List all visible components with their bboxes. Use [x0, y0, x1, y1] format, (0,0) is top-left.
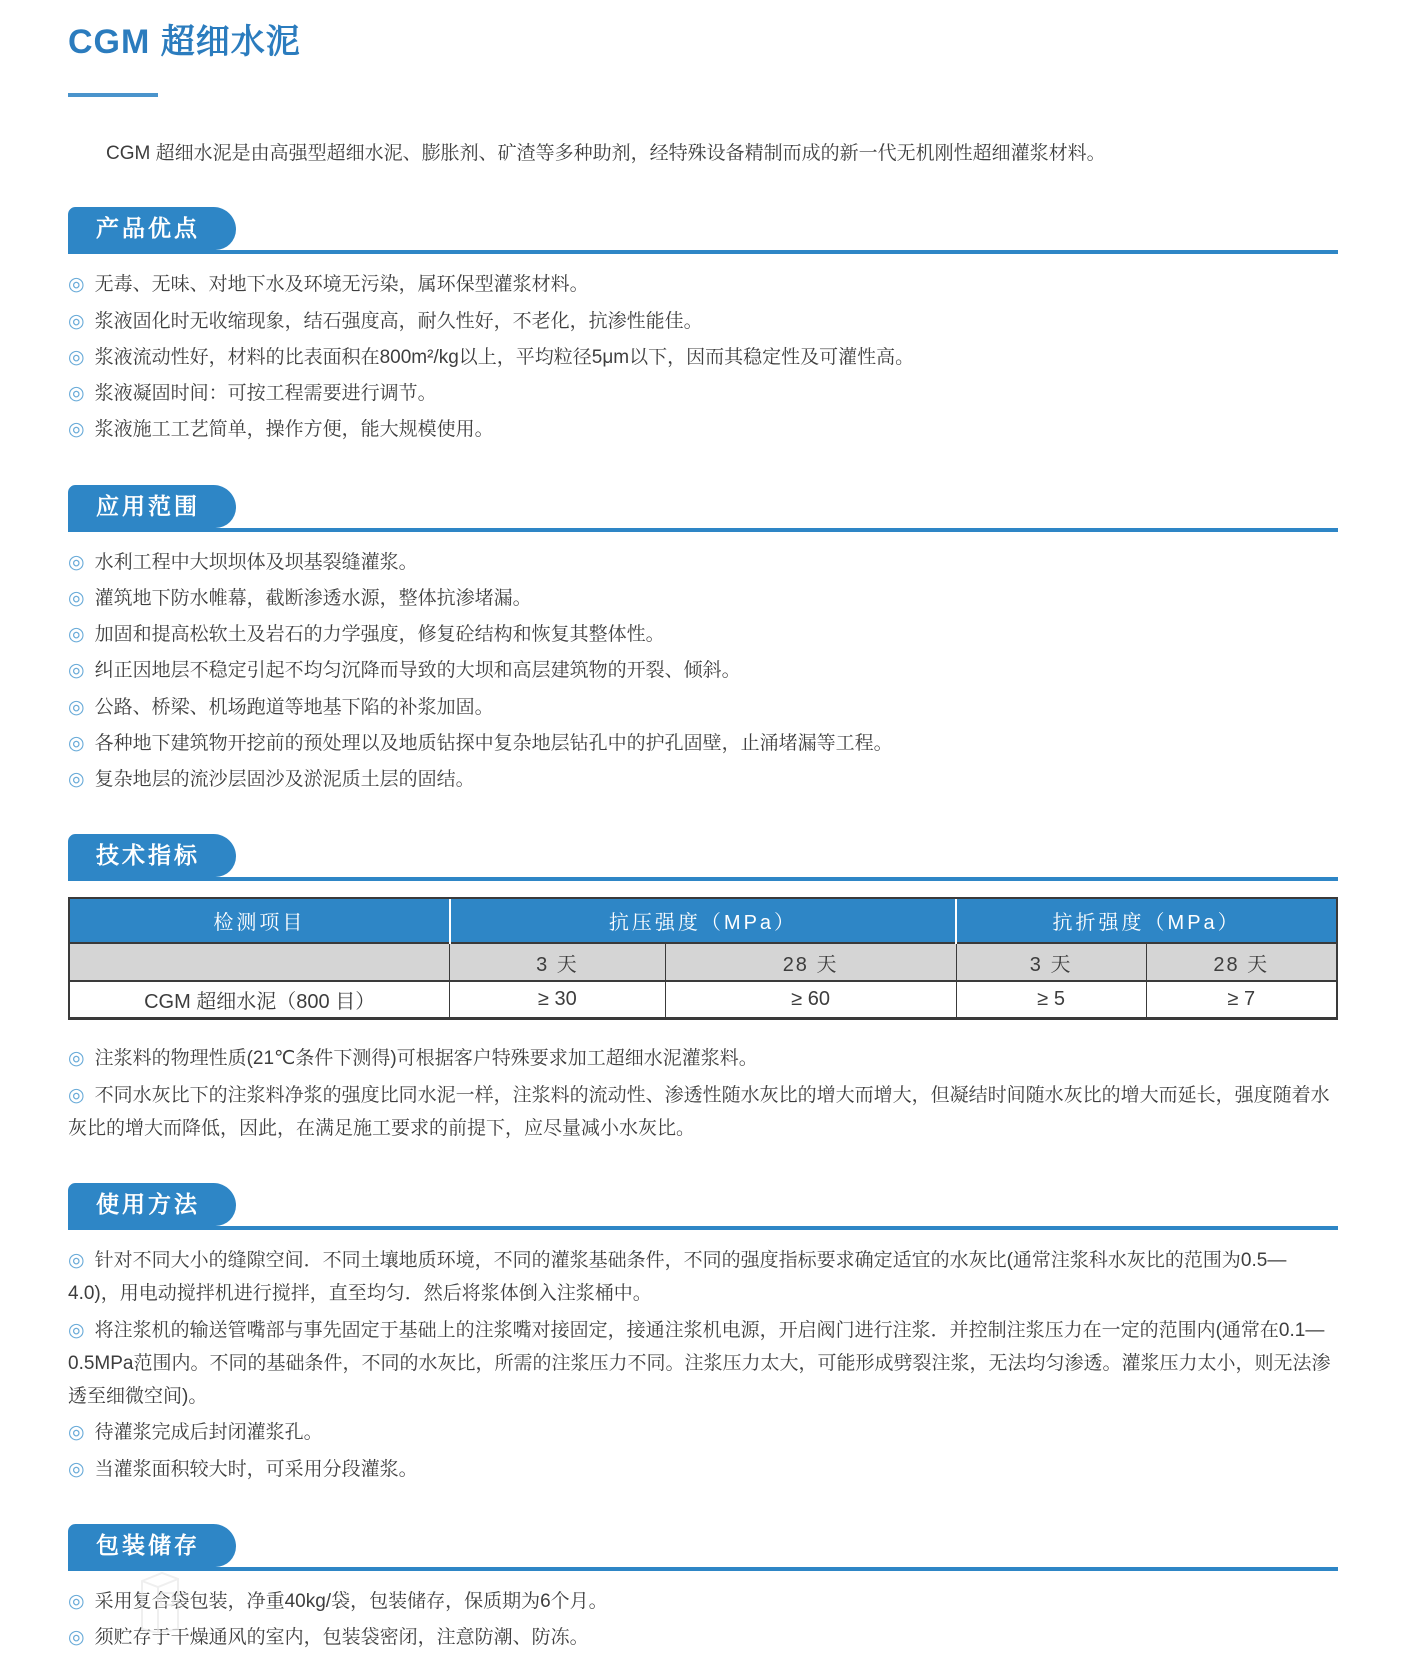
list-item	[68, 727, 1338, 760]
list-item	[68, 546, 1338, 579]
list-item-text: 待灌浆完成后封闭灌浆孔。	[94, 1422, 323, 1444]
section-applications	[68, 485, 1338, 797]
double-circle-bullet-icon: ◎	[68, 1458, 85, 1480]
list-item-text: 无毒、无味、对地下水及环境无污染，属环保型灌浆材料。	[94, 274, 589, 296]
column-header-test-item: 检测项目	[70, 899, 450, 943]
table-row	[70, 981, 1336, 1018]
double-circle-bullet-icon: ◎	[68, 1627, 85, 1649]
list-item-text: 注浆料的物理性质(21℃条件下测得)可根据客户特殊要求加工超细水泥灌浆料。	[94, 1048, 758, 1070]
section-tab-specs: 技术指标	[68, 834, 236, 877]
list-item-text: 浆液固化时无收缩现象，结石强度高，耐久性好，不老化，抗渗性能佳。	[94, 310, 703, 332]
list-item	[68, 763, 1338, 796]
list-item	[68, 1621, 1338, 1654]
section-packaging	[68, 1524, 1338, 1654]
list-item-text: 水利工程中大坝坝体及坝基裂缝灌浆。	[94, 551, 418, 573]
cement-bag-watermark-icon	[128, 1569, 186, 1638]
value-cell: ≥ 60	[665, 981, 956, 1018]
section-tab-packaging: 包装储存	[68, 1524, 236, 1567]
double-circle-bullet-icon: ◎	[68, 732, 85, 754]
packaging-list	[68, 1585, 1338, 1654]
list-item-text: 不同水灰比下的注浆料净浆的强度比同水泥一样，注浆料的流动性、渗透性随水灰比的增大而增大，但凝结时间随水灰比的增大而延长，强度随着水灰比的增大而降低，因此，在满足施工要求的前提下，应尽量减小水灰比。	[68, 1084, 1330, 1139]
list-item	[68, 654, 1338, 687]
list-item-text: 纠正因地层不稳定引起不均匀沉降而导致的大坝和高层建筑物的开裂、倾斜。	[94, 660, 741, 682]
double-circle-bullet-icon: ◎	[68, 696, 85, 718]
subheader-3d: 3 天	[956, 943, 1146, 981]
list-item-text: 针对不同大小的缝隙空间．不同土壤地质环境，不同的灌浆基础条件，不同的强度指标要求确定适宜的水灰比(通常注浆科水灰比的范围为0.5—4.0)，用电动搅拌机进行搅拌，直至均匀．然后将浆体倒入注浆桶中。	[68, 1250, 1287, 1305]
subheader-28d: 28 天	[665, 943, 956, 981]
list-item	[68, 1416, 1338, 1449]
advantages-list	[68, 268, 1338, 446]
double-circle-bullet-icon: ◎	[68, 383, 85, 405]
list-item	[68, 268, 1338, 301]
double-circle-bullet-icon: ◎	[68, 769, 85, 791]
section-tab-applications: 应用范围	[68, 485, 236, 528]
list-item-text: 灌筑地下防水帷幕，截断渗透水源，整体抗渗堵漏。	[94, 587, 532, 609]
double-circle-bullet-icon: ◎	[68, 1048, 85, 1070]
list-item	[68, 582, 1338, 615]
list-item-text: 浆液施工工艺简单，操作方便，能大规模使用。	[94, 419, 494, 441]
double-circle-bullet-icon: ◎	[68, 587, 85, 609]
value-cell: ≥ 5	[956, 981, 1146, 1018]
double-circle-bullet-icon: ◎	[68, 310, 85, 332]
section-header	[68, 1524, 1338, 1571]
table-subheader-row	[70, 943, 1336, 981]
list-item-text: 将注浆机的输送管嘴部与事先固定于基础上的注浆嘴对接固定，接通注浆机电源，开启阀门进行注浆．并控制注浆压力在一定的范围内(通常在0.1—0.5MPa范围内。不同的基础条件，不同的水灰比，所需的注浆压力不同。注浆压力太大，可能形成劈裂注浆，无法均匀渗透。灌浆压力太小，则无法渗透至细微空间)。	[68, 1319, 1331, 1408]
page-title: CGM 超细水泥	[68, 23, 301, 61]
list-item-text: 加固和提高松软土及岩石的力学强度，修复砼结构和恢复其整体性。	[94, 624, 665, 646]
section-header	[68, 485, 1338, 532]
list-item	[68, 413, 1338, 446]
list-item	[68, 691, 1338, 724]
specs-table-wrapper	[68, 897, 1338, 1020]
double-circle-bullet-icon: ◎	[68, 624, 85, 646]
section-specs	[68, 834, 1338, 1145]
list-item	[68, 305, 1338, 338]
list-item-text: 须贮存于干燥通风的室内，包装袋密闭，注意防潮、防冻。	[94, 1627, 589, 1649]
table-header-row	[70, 899, 1336, 943]
double-circle-bullet-icon: ◎	[68, 1590, 85, 1612]
list-item-text: 采用复合袋包装，净重40kg/袋，包装储存，保质期为6个月。	[94, 1590, 608, 1612]
section-header	[68, 834, 1338, 881]
list-item-text: 浆液流动性好，材料的比表面积在800m²/kg以上，平均粒径5μm以下，因而其稳定性及可灌性高。	[94, 346, 915, 368]
double-circle-bullet-icon: ◎	[68, 660, 85, 682]
double-circle-bullet-icon: ◎	[68, 346, 85, 368]
usage-list	[68, 1244, 1338, 1486]
list-item	[68, 1244, 1338, 1311]
list-item	[68, 1585, 1338, 1618]
value-cell: ≥ 30	[450, 981, 665, 1018]
value-cell: ≥ 7	[1146, 981, 1336, 1018]
list-item-text: 公路、桥梁、机场跑道等地基下陷的补浆加固。	[94, 696, 494, 718]
subheader-28d: 28 天	[1146, 943, 1336, 981]
section-usage	[68, 1183, 1338, 1486]
list-item-text: 浆液凝固时间：可按工程需要进行调节。	[94, 383, 437, 405]
list-item-text: 各种地下建筑物开挖前的预处理以及地质钻探中复杂地层钻孔中的护孔固壁，止涌堵漏等工程。	[94, 732, 893, 754]
list-item	[68, 341, 1338, 374]
column-header-compressive: 抗压强度（MPa）	[450, 899, 956, 943]
row-product-name: CGM 超细水泥（800 目）	[70, 981, 450, 1018]
list-item-text: 复杂地层的流沙层固沙及淤泥质土层的固结。	[94, 769, 475, 791]
specs-table	[70, 899, 1336, 1018]
section-header	[68, 207, 1338, 254]
list-item	[68, 1042, 1338, 1075]
list-item	[68, 1453, 1338, 1486]
section-advantages	[68, 207, 1338, 446]
list-item-text: 当灌浆面积较大时，可采用分段灌浆。	[94, 1458, 418, 1480]
title-underline	[68, 93, 158, 97]
list-item	[68, 618, 1338, 651]
subheader-3d: 3 天	[450, 943, 665, 981]
double-circle-bullet-icon: ◎	[68, 1250, 85, 1272]
section-header	[68, 1183, 1338, 1230]
double-circle-bullet-icon: ◎	[68, 1084, 85, 1106]
double-circle-bullet-icon: ◎	[68, 551, 85, 573]
double-circle-bullet-icon: ◎	[68, 274, 85, 296]
datasheet-page	[0, 14, 1406, 1654]
double-circle-bullet-icon: ◎	[68, 419, 85, 441]
list-item	[68, 1079, 1338, 1146]
double-circle-bullet-icon: ◎	[68, 1319, 85, 1341]
specs-notes-list	[68, 1042, 1338, 1145]
list-item	[68, 1314, 1338, 1414]
subheader-empty	[70, 943, 450, 981]
applications-list	[68, 546, 1338, 797]
list-item	[68, 377, 1338, 410]
section-tab-usage: 使用方法	[68, 1183, 236, 1226]
section-tab-advantages: 产品优点	[68, 207, 236, 250]
column-header-flexural: 抗折强度（MPa）	[956, 899, 1336, 943]
intro-paragraph: CGM 超细水泥是由高强型超细水泥、膨胀剂、矿渣等多种助剂，经特殊设备精制而成的新一代无机刚性超细灌浆材料。	[106, 143, 1106, 164]
double-circle-bullet-icon: ◎	[68, 1422, 85, 1444]
